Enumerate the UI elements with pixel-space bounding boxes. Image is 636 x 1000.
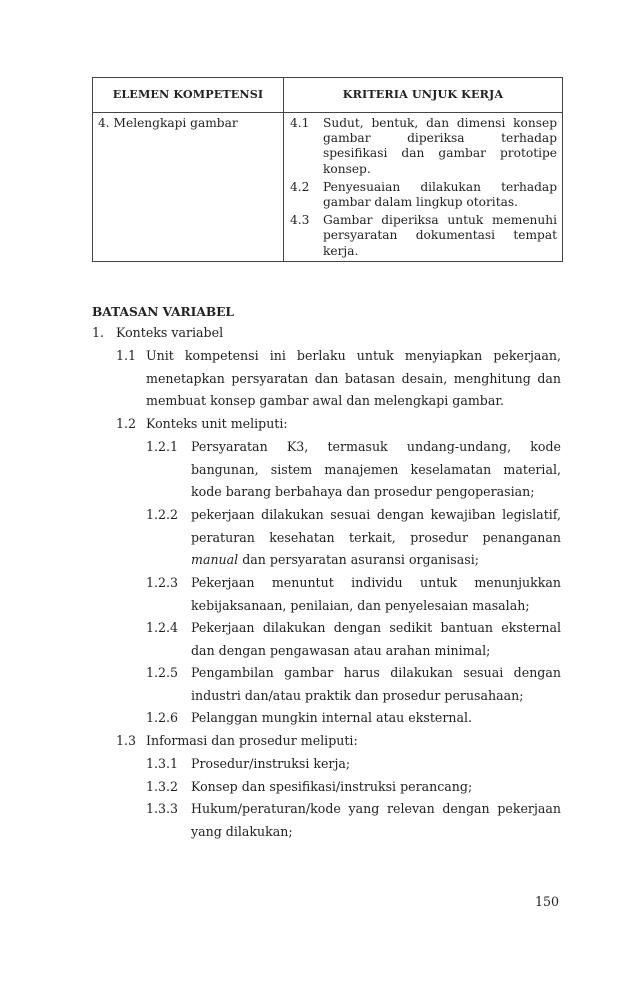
list-item-1-2-2 [146, 504, 561, 572]
item-text: Hukum/peraturan/kode yang relevan dengan pekerjaan yang dilakukan; [191, 801, 561, 839]
item-number: 1.2.6 [146, 710, 179, 725]
criteria-number: 4.2 [290, 179, 310, 194]
list-item-1-2-6 [146, 707, 561, 730]
item-number: 1.2.2 [146, 507, 179, 522]
list-item-1-2 [116, 413, 561, 436]
item-number: 1.3.3 [146, 801, 179, 816]
criteria-text: Gambar diperiksa untuk memenuhi persyaratan dokumentasi tempat kerja. [323, 213, 557, 258]
criteria-item [290, 180, 557, 210]
item-text: Persyaratan K3, termasuk undang-undang, kode bangunan, sistem manajemen keselamatan material, kode barang berbahaya dan prosedur pengoperasian; [191, 439, 561, 500]
item-text: Pekerjaan dilakukan dengan sedikit bantuan eksternal dan dengan pengawasan atau arahan minimal; [191, 620, 561, 658]
item-number: 1.3.1 [146, 756, 179, 771]
criteria-number: 4.1 [290, 116, 310, 130]
table-row [93, 113, 563, 262]
list-item-1-2-1 [146, 436, 561, 504]
list-item-1-1 [116, 345, 561, 413]
item-number: 1.1 [116, 348, 137, 363]
criteria-number: 4.3 [290, 213, 310, 228]
item-text: Prosedur/instruksi kerja; [191, 756, 351, 771]
table-header-row [93, 78, 563, 113]
list-item-1-2-4 [146, 617, 561, 662]
item-number: 1.2.1 [146, 439, 179, 454]
section-heading: BATASAN VARIABEL [92, 305, 234, 319]
criteria-item [290, 116, 557, 177]
item-number: 1.2.3 [146, 575, 179, 590]
text-segment: pekerjaan dilakukan sesuai dengan kewajiban legislatif, peraturan kesehatan terkait, prosedur penanganan [191, 507, 561, 545]
list-item-1-3-1 [146, 753, 561, 776]
list-item-1-3-3 [146, 798, 561, 843]
criteria-text: Sudut, bentuk, dan dimensi konsep gambar diperiksa terhadap spesifikasi dan gambar prototipe konsep. [323, 116, 557, 176]
criteria-cell [284, 113, 563, 262]
item-number: 1.2.4 [146, 620, 179, 635]
item-text: Pelanggan mungkin internal atau eksternal. [191, 710, 472, 725]
header-elemen-kompetensi: ELEMEN KOMPETENSI [93, 78, 284, 113]
item-text: Informasi dan prosedur meliputi: [146, 733, 358, 748]
page-number: 150 [535, 894, 560, 909]
header-kriteria-unjuk-kerja: KRITERIA UNJUK KERJA [284, 78, 563, 113]
list-item-1-2-5 [146, 662, 561, 707]
item-text [191, 504, 561, 572]
list-item-1 [92, 322, 223, 345]
item-text: Unit kompetensi ini berlaku untuk menyiapkan pekerjaan, menetapkan persyaratan dan batasan desain, menghitung dan membuat konsep gambar awal dan melengkapi gambar. [146, 348, 561, 409]
element-cell: 4. Melengkapi gambar [93, 113, 284, 262]
item-text: Pengambilan gambar harus dilakukan sesuai dengan industri dan/atau praktik dan prosedur perusahaan; [191, 665, 561, 703]
competency-table [92, 77, 563, 262]
item-text: Pekerjaan menuntut individu untuk menunjukkan kebijaksanaan, penilaian, dan penyelesaian masalah; [191, 575, 561, 613]
item-text: Konteks unit meliputi: [146, 416, 288, 431]
criteria-text: Penyesuaian dilakukan terhadap gambar dalam lingkup otoritas. [323, 179, 557, 210]
item-number: 1.2 [116, 416, 137, 431]
criteria-item [290, 213, 557, 259]
item-number: 1.3.2 [146, 779, 179, 794]
list-item-1-3-2 [146, 776, 561, 799]
italic-term: manual [191, 552, 239, 568]
item-number: 1.3 [116, 733, 137, 748]
item-text: Konsep dan spesifikasi/instruksi perancang; [191, 779, 473, 794]
list-item-1-2-3 [146, 572, 561, 617]
item-number: 1. [92, 325, 105, 340]
item-text: Konteks variabel [116, 325, 224, 340]
list-item-1-3 [116, 730, 561, 753]
text-segment: dan persyaratan asuransi organisasi; [238, 552, 479, 568]
item-number: 1.2.5 [146, 665, 179, 680]
